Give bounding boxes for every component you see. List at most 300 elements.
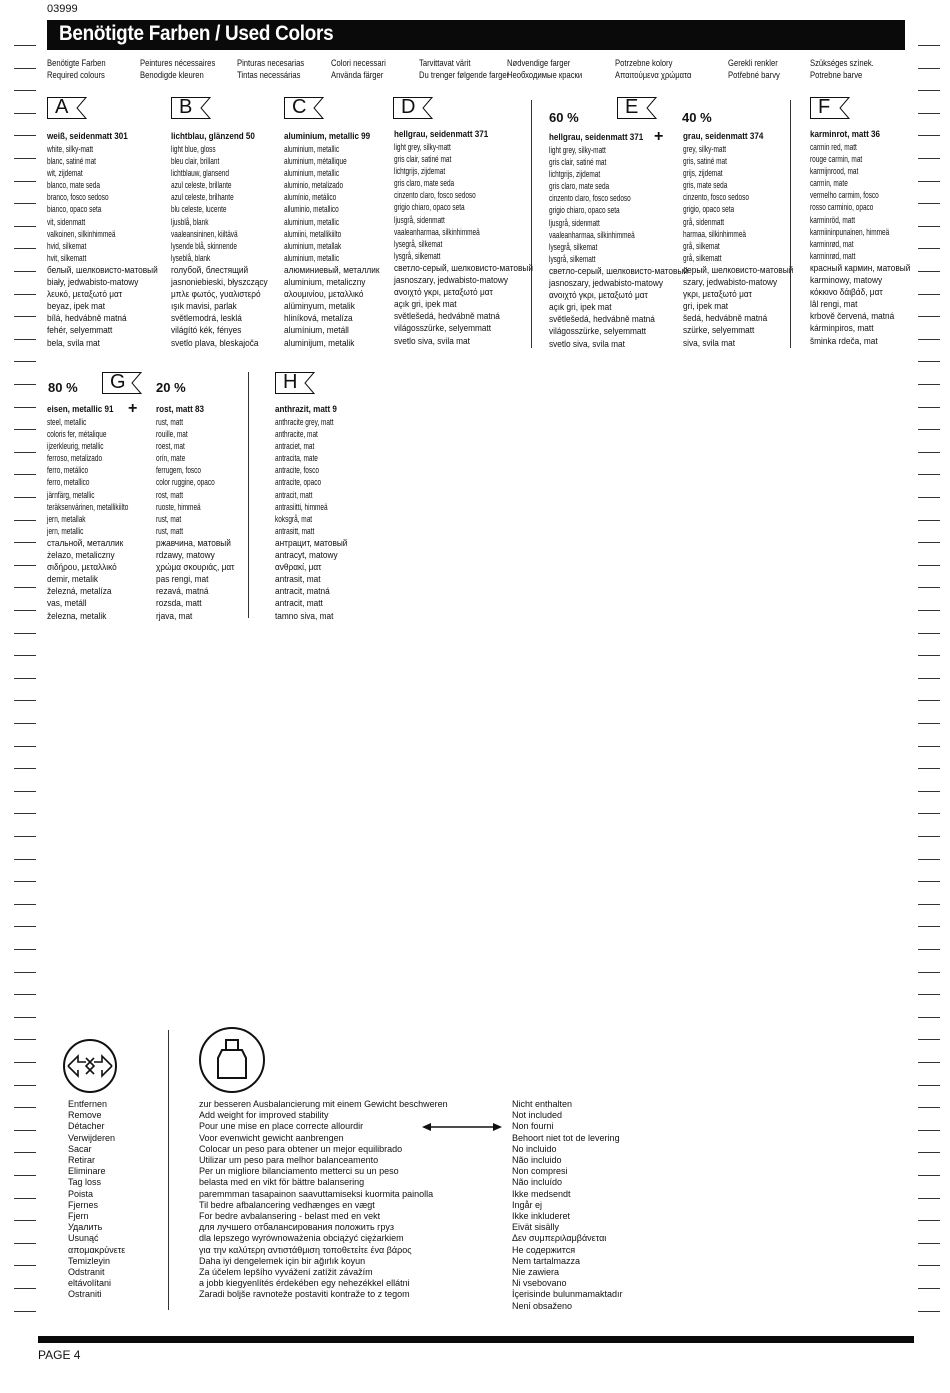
color-translation: antrasitt, matt bbox=[275, 525, 315, 536]
margin-tick bbox=[14, 881, 36, 882]
color-translation: γκρι, μεταξωτό ματ bbox=[683, 289, 752, 300]
color-translation: ljusblå, blank bbox=[171, 216, 209, 227]
margin-tick bbox=[918, 339, 940, 340]
color-translation: alumínium, metáll bbox=[284, 325, 349, 336]
margin-tick bbox=[14, 904, 36, 905]
color-translation: világosszürke, selyemmatt bbox=[549, 326, 647, 337]
color-translation: grå, silkemat bbox=[683, 240, 720, 251]
margin-tick bbox=[918, 587, 940, 588]
margin-tick bbox=[14, 203, 36, 204]
color-translation: antracit, matt bbox=[275, 598, 323, 609]
document-number: 03999 bbox=[47, 3, 78, 15]
color-translation: vermelho carmim, fosco bbox=[810, 190, 879, 201]
margin-tick bbox=[14, 655, 36, 656]
list-line: Ostraniti bbox=[68, 1289, 102, 1300]
margin-tick bbox=[918, 1265, 940, 1266]
flag-g: G bbox=[102, 372, 142, 394]
margin-tick bbox=[918, 542, 940, 543]
footer-bar bbox=[38, 1336, 914, 1343]
margin-tick bbox=[14, 768, 36, 769]
percent-e2: 40 % bbox=[682, 110, 712, 125]
color-translation: aluminium, metallak bbox=[284, 240, 342, 251]
color-translation: açık gri, ipek mat bbox=[549, 302, 612, 313]
divider bbox=[168, 1030, 169, 1310]
margin-tick bbox=[14, 813, 36, 814]
color-translation: lysegrå, silkemat bbox=[549, 241, 598, 252]
color-translation: antrasit, mat bbox=[275, 574, 321, 585]
color-column-f bbox=[810, 128, 920, 347]
list-line: Não incluído bbox=[512, 1177, 563, 1188]
color-translation: ljusgrå, sidenmatt bbox=[394, 214, 445, 225]
color-translation: lichtblauw, glansend bbox=[171, 168, 230, 179]
color-translation: karminrød, mat bbox=[810, 238, 854, 249]
list-line: Temizleyin bbox=[68, 1255, 111, 1266]
list-line: Verwijderen bbox=[68, 1132, 116, 1143]
color-translation: gris, mate seda bbox=[683, 180, 728, 191]
color-column-g1 bbox=[47, 403, 160, 622]
margin-tick bbox=[14, 474, 36, 475]
percent-g2: 20 % bbox=[156, 380, 186, 395]
color-translation: hvit, silkematt bbox=[47, 252, 87, 263]
list-line: Tag loss bbox=[68, 1177, 102, 1188]
margin-tick bbox=[918, 452, 940, 453]
margin-tick bbox=[918, 1288, 940, 1289]
list-line: Ingår ej bbox=[512, 1199, 543, 1210]
color-translation: antrasiitti, himmeä bbox=[275, 501, 328, 512]
list-line: Voor evenwicht gewicht aanbrengen bbox=[199, 1132, 344, 1143]
margin-tick bbox=[918, 68, 940, 69]
list-line: για την καλύτερη αντιστάθμιση τοποθετείτε ένα βάρος bbox=[199, 1244, 412, 1255]
margin-tick bbox=[918, 135, 940, 136]
color-translation: lysende blå, skinnende bbox=[171, 240, 237, 251]
color-translation: gris clair, satiné mat bbox=[394, 154, 452, 165]
page-number: PAGE 4 bbox=[38, 1348, 81, 1362]
color-translation: grigio chiaro, opaco seta bbox=[394, 202, 465, 213]
list-line: Не содержится bbox=[512, 1244, 576, 1255]
flag-f: F bbox=[810, 97, 850, 119]
color-translation: grigio, opaco seta bbox=[683, 204, 735, 215]
margin-tick bbox=[14, 1288, 36, 1289]
color-translation: hvid, silkemat bbox=[47, 240, 87, 251]
color-name: weiß, seidenmatt 301 bbox=[47, 131, 128, 142]
margin-tick bbox=[14, 158, 36, 159]
margin-tick bbox=[14, 181, 36, 182]
color-translation: valkoinen, silkinhimmeä bbox=[47, 228, 116, 239]
margin-tick bbox=[918, 407, 940, 408]
list-line: Retirar bbox=[68, 1155, 96, 1166]
color-translation: koksgrå, mat bbox=[275, 513, 313, 524]
margin-tick bbox=[918, 836, 940, 837]
list-line: dla lepszego wyrównoważenia obciążyć ciężarkiem bbox=[199, 1233, 404, 1244]
color-translation: szary, jedwabisto-matowy bbox=[683, 277, 778, 288]
color-translation: ışık mavisi, parlak bbox=[171, 301, 237, 312]
color-translation: rouge carmin, mat bbox=[810, 154, 863, 165]
margin-tick bbox=[14, 248, 36, 249]
color-translation: light grey, silky-matt bbox=[394, 142, 451, 152]
color-translation: κόκκινο δάιβάδ, ματ bbox=[810, 287, 883, 298]
list-line: Δεν συμπεριλαμβάνεται bbox=[512, 1233, 607, 1244]
margin-tick bbox=[918, 1243, 940, 1244]
color-translation: żelazo, metaliczny bbox=[47, 550, 115, 561]
color-translation: light blue, gloss bbox=[171, 144, 216, 154]
color-translation: roest, mat bbox=[156, 441, 185, 452]
color-translation: σιδήρου, μεταλλικό bbox=[47, 562, 117, 573]
list-line: Per un migliore bilanciamento metterci su un peso bbox=[199, 1166, 399, 1177]
color-translation: orín, mate bbox=[156, 453, 186, 464]
margin-tick bbox=[918, 655, 940, 656]
color-translation: vas, metáll bbox=[47, 598, 87, 609]
color-translation: ferro, metálico bbox=[47, 465, 89, 476]
margin-tick bbox=[918, 1152, 940, 1153]
margin-tick bbox=[918, 1311, 940, 1312]
margin-tick bbox=[14, 497, 36, 498]
list-line: Ikke inkluderet bbox=[512, 1211, 571, 1222]
color-translation: svetlo siva, svila mat bbox=[394, 335, 470, 346]
color-translation: cinzento, fosco sedoso bbox=[683, 192, 749, 203]
list-line: No incluido bbox=[512, 1143, 557, 1154]
list-line: Non fourni bbox=[512, 1121, 554, 1132]
margin-tick bbox=[14, 520, 36, 521]
remove-parts-icon bbox=[62, 1038, 118, 1094]
color-column-a bbox=[47, 130, 167, 349]
plus-e: + bbox=[654, 128, 664, 145]
color-translation: ржавчина, матовый bbox=[156, 537, 231, 548]
color-translation: železna, metalik bbox=[47, 610, 107, 621]
margin-tick bbox=[14, 746, 36, 747]
color-translation: steel, metallic bbox=[47, 417, 87, 427]
margin-tick bbox=[14, 361, 36, 362]
margin-tick bbox=[14, 135, 36, 136]
color-translation: ruoste, himmeä bbox=[156, 501, 201, 512]
color-translation: стальной, металлик bbox=[47, 537, 124, 548]
weight-icon bbox=[198, 1026, 266, 1094]
color-name: hellgrau, seidenmatt 371 bbox=[394, 129, 489, 140]
margin-tick bbox=[918, 1130, 940, 1131]
margin-tick bbox=[918, 723, 940, 724]
color-translation: aluminium, metallic bbox=[284, 252, 340, 263]
margin-tick bbox=[918, 113, 940, 114]
margin-tick bbox=[14, 1265, 36, 1266]
margin-tick bbox=[918, 1062, 940, 1063]
margin-tick bbox=[14, 1107, 36, 1108]
margin-tick bbox=[14, 949, 36, 950]
color-translation: antracit, matná bbox=[275, 586, 330, 597]
color-translation: rozsda, matt bbox=[156, 598, 202, 609]
margin-tick bbox=[918, 474, 940, 475]
header-col-3: Pinturas necesarias Tintas necessárias bbox=[237, 58, 305, 80]
margin-tick bbox=[14, 1085, 36, 1086]
margin-tick bbox=[918, 610, 940, 611]
color-translation: rjava, mat bbox=[156, 610, 193, 621]
color-translation: alumínio, metálico bbox=[284, 192, 337, 203]
color-translation: ανοιχτό γκρι, μεταξωτό ματ bbox=[549, 290, 648, 301]
header-col-7: Potrzebne kolory Απαιτούμενα χρώματα bbox=[615, 58, 692, 80]
color-translation: azul celeste, brilhante bbox=[171, 192, 234, 203]
color-translation: white, silky-matt bbox=[47, 144, 94, 154]
margin-tick bbox=[14, 1175, 36, 1176]
color-translation: biały, jedwabisto-matowy bbox=[47, 277, 139, 288]
list-line: Nenί obsaženo bbox=[512, 1300, 573, 1311]
list-line: Zaradi boljše ravnoteže postaviti kontraže to z tegom bbox=[199, 1289, 410, 1300]
margin-tick bbox=[14, 1220, 36, 1221]
list-line: Ni vsebovano bbox=[512, 1278, 567, 1289]
percent-e1: 60 % bbox=[549, 110, 579, 125]
color-translation: color ruggine, opaco bbox=[156, 477, 215, 488]
color-translation: lysgrå, silkematt bbox=[394, 250, 441, 261]
header-col-9: Szükséges színek. Potrebne barve bbox=[810, 58, 874, 80]
list-line: Entfernen bbox=[68, 1099, 108, 1109]
margin-tick bbox=[918, 203, 940, 204]
list-line: для лучшего отбалансирования положить груз bbox=[199, 1222, 394, 1233]
list-line: Não incluido bbox=[512, 1155, 562, 1166]
color-translation: carmin red, matt bbox=[810, 142, 857, 152]
color-translation: jern, metallic bbox=[47, 525, 84, 536]
color-translation: rosso carminio, opaco bbox=[810, 202, 874, 213]
color-translation: carmín, mate bbox=[810, 178, 848, 189]
margin-tick bbox=[14, 1311, 36, 1312]
page-title: Benötigte Farben / Used Colors bbox=[59, 22, 334, 45]
color-translation: aluminio, metalizado bbox=[284, 180, 344, 191]
color-translation: vit, sidenmatt bbox=[47, 216, 86, 227]
margin-tick bbox=[918, 1175, 940, 1176]
color-translation: azul celeste, brillante bbox=[171, 180, 232, 191]
color-translation: lysgrå, silkematt bbox=[549, 253, 596, 264]
color-translation: šminka rdeča, mat bbox=[810, 335, 878, 346]
color-translation: светло-серый, шелковисто-матовый bbox=[394, 262, 533, 273]
color-translation: antracita, mate bbox=[275, 453, 318, 464]
list-line: belasta med en vikt för bättre balansering bbox=[199, 1177, 365, 1188]
color-translation: anthracite, mat bbox=[275, 429, 318, 440]
list-line: Behoort niet tot de levering bbox=[512, 1132, 620, 1143]
margin-tick bbox=[14, 994, 36, 995]
color-translation: grå, silkematt bbox=[683, 252, 722, 263]
color-translation: серый, шелковисто-матовый bbox=[683, 264, 794, 275]
margin-tick bbox=[918, 859, 940, 860]
margin-tick bbox=[14, 68, 36, 69]
margin-tick bbox=[918, 429, 940, 430]
color-translation: antracite, fosco bbox=[275, 465, 319, 476]
color-translation: karmiininpunainen, himmeä bbox=[810, 226, 890, 237]
margin-tick bbox=[14, 271, 36, 272]
color-translation: jasnoniebieski, błyszczący bbox=[171, 277, 268, 288]
color-translation: ljusgrå, sidenmatt bbox=[549, 217, 600, 228]
flag-e: E bbox=[617, 97, 657, 119]
color-translation: голубой, блестящий bbox=[171, 264, 249, 275]
margin-tick bbox=[14, 610, 36, 611]
color-translation: rust, matt bbox=[156, 525, 184, 536]
margin-tick bbox=[14, 339, 36, 340]
header-col-4: Colori necessari Använda färger bbox=[331, 58, 386, 80]
color-translation: açık gri, ipek mat bbox=[394, 299, 457, 310]
margin-tick bbox=[918, 361, 940, 362]
color-translation: bleu clair, brillant bbox=[171, 156, 220, 167]
color-translation: красный кармин, матовый bbox=[810, 262, 911, 273]
list-line: Ikke medsendt bbox=[512, 1188, 571, 1199]
color-translation: μπλε φωτός, γυαλιστερό bbox=[171, 289, 261, 300]
color-translation: anthracite grey, matt bbox=[275, 417, 334, 427]
margin-tick bbox=[14, 926, 36, 927]
list-line: Eliminare bbox=[68, 1166, 106, 1177]
color-translation: svetlo plava, bleskajoča bbox=[171, 337, 259, 348]
list-line: Non compresi bbox=[512, 1166, 568, 1177]
margin-tick bbox=[918, 520, 940, 521]
color-translation: blanc, satiné mat bbox=[47, 156, 96, 167]
color-translation: coloris fer, métalique bbox=[47, 429, 107, 440]
margin-tick bbox=[918, 1107, 940, 1108]
color-translation: lichtgrijs, zijdemat bbox=[394, 166, 446, 177]
color-column-h bbox=[275, 403, 356, 622]
list-line: Fjern bbox=[68, 1211, 89, 1222]
color-translation: rdzawy, matowy bbox=[156, 550, 215, 561]
flag-b: B bbox=[171, 97, 211, 119]
color-translation: krbově červená, matná bbox=[810, 311, 895, 322]
color-translation: aluminium, metallic bbox=[284, 168, 340, 179]
color-translation: aluminium, metallic bbox=[284, 144, 340, 154]
color-translation: αλουμινίου, μεταλλικό bbox=[284, 289, 364, 300]
list-line: Nem tartalmazza bbox=[512, 1255, 581, 1266]
color-translation: vaaleanharmaa, silkinhimmeä bbox=[549, 229, 635, 240]
color-column-e1 bbox=[549, 131, 700, 350]
remove-list bbox=[68, 1099, 125, 1301]
color-translation: lysegrå, silkemat bbox=[394, 238, 443, 249]
margin-tick bbox=[14, 723, 36, 724]
color-translation: demir, metalik bbox=[47, 574, 99, 585]
margin-tick bbox=[14, 700, 36, 701]
color-translation: alluminio, metallico bbox=[284, 204, 339, 215]
margin-tick bbox=[14, 90, 36, 91]
color-translation: wit, zijdemat bbox=[47, 168, 83, 179]
color-translation: aluminium, metaliczny bbox=[284, 277, 366, 288]
margin-tick bbox=[14, 1198, 36, 1199]
color-translation: šedá, hedvábně matná bbox=[683, 313, 768, 324]
color-translation: gris clair, satiné mat bbox=[549, 157, 607, 168]
color-translation: antracit, matt bbox=[275, 489, 313, 500]
color-translation: lichtgrijs, zijdemat bbox=[549, 169, 601, 180]
color-translation: grey, silky-matt bbox=[683, 144, 727, 154]
list-line: Fjernes bbox=[68, 1199, 99, 1210]
margin-tick bbox=[14, 1017, 36, 1018]
color-translation: pas rengi, mat bbox=[156, 574, 209, 585]
color-name: karminrot, matt 36 bbox=[810, 129, 881, 140]
color-translation: harmaa, silkinhimmeä bbox=[683, 228, 747, 239]
color-translation: антрацит, матовый bbox=[275, 537, 348, 548]
margin-tick bbox=[918, 791, 940, 792]
weight-instructions bbox=[199, 1099, 448, 1301]
color-translation: antraciet, mat bbox=[275, 441, 315, 452]
color-translation: világosszürke, selyemmatt bbox=[394, 323, 492, 334]
color-translation: alumiini, metallikiilto bbox=[284, 228, 342, 239]
color-name: grau, seidenmatt 374 bbox=[683, 131, 764, 142]
color-translation: grå, sidenmatt bbox=[683, 216, 725, 227]
color-translation: light grey, silky-matt bbox=[549, 145, 606, 155]
color-translation: karminrød, matt bbox=[810, 250, 856, 261]
margin-tick bbox=[14, 226, 36, 227]
color-translation: λευκό, μεταξωτό ματ bbox=[47, 289, 123, 300]
margin-tick bbox=[14, 633, 36, 634]
color-translation: rost, matt bbox=[156, 489, 184, 500]
margin-tick bbox=[14, 429, 36, 430]
color-translation: aluminijum, metalik bbox=[284, 337, 355, 348]
list-line: Détacher bbox=[68, 1121, 105, 1132]
margin-tick bbox=[14, 565, 36, 566]
color-translation: kárminpiros, matt bbox=[810, 323, 874, 334]
not-included-list bbox=[512, 1099, 623, 1312]
margin-tick bbox=[918, 316, 940, 317]
color-column-e2 bbox=[683, 130, 803, 349]
color-translation: cinzento claro, fosco sedoso bbox=[549, 193, 631, 204]
color-translation: jern, metallak bbox=[47, 513, 86, 524]
color-name: eisen, metallic 91 bbox=[47, 404, 114, 415]
margin-tick bbox=[14, 45, 36, 46]
color-translation: blu celeste, lucente bbox=[171, 204, 227, 215]
list-line: απομακρύνετε bbox=[68, 1244, 126, 1255]
list-line: Add weight for improved stability bbox=[199, 1110, 329, 1121]
color-translation: lâl rengi, mat bbox=[810, 299, 858, 310]
list-line: Odstranit bbox=[68, 1267, 105, 1278]
color-translation: gris claro, mate seda bbox=[394, 178, 455, 189]
margin-tick bbox=[14, 316, 36, 317]
margin-tick bbox=[14, 587, 36, 588]
list-line: Not included bbox=[512, 1110, 563, 1121]
margin-tick bbox=[14, 452, 36, 453]
color-translation: ferroso, metalizado bbox=[47, 453, 103, 464]
margin-tick bbox=[14, 791, 36, 792]
color-translation: rust, mat bbox=[156, 513, 182, 524]
margin-tick bbox=[918, 248, 940, 249]
color-translation: beyaz, ipek mat bbox=[47, 301, 105, 312]
margin-tick bbox=[918, 949, 940, 950]
margin-tick bbox=[918, 1220, 940, 1221]
list-line: Eivät sisälly bbox=[512, 1222, 560, 1233]
list-line: Colocar un peso para obtener un mejor equilibrado bbox=[199, 1143, 403, 1154]
margin-tick bbox=[14, 384, 36, 385]
margin-tick bbox=[918, 678, 940, 679]
margin-tick bbox=[14, 294, 36, 295]
color-name: rost, matt 83 bbox=[156, 404, 205, 415]
color-translation: szürke, selyemmatt bbox=[683, 325, 755, 336]
list-line: Za účelem lepšího vyvážení zatížit závažím bbox=[199, 1267, 373, 1278]
margin-tick bbox=[14, 1130, 36, 1131]
margin-tick bbox=[918, 497, 940, 498]
list-line: Usunąć bbox=[68, 1233, 99, 1244]
color-translation: jasnoszary, jedwabisto-matowy bbox=[394, 275, 508, 286]
color-translation: белый, шелковисто-матовый bbox=[47, 264, 158, 275]
color-translation: ijzerkleurig, metallic bbox=[47, 441, 104, 452]
margin-tick bbox=[918, 90, 940, 91]
list-line: Nie zawiera bbox=[512, 1267, 560, 1278]
margin-tick bbox=[918, 1039, 940, 1040]
color-translation: aluminium, métallique bbox=[284, 156, 347, 167]
color-translation: ferro, metallico bbox=[47, 477, 90, 488]
margin-tick bbox=[918, 994, 940, 995]
margin-tick bbox=[14, 859, 36, 860]
flag-c: C bbox=[284, 97, 324, 119]
color-translation: ferrugem, fosco bbox=[156, 465, 202, 476]
color-translation: jasnoszary, jedwabisto-matowy bbox=[549, 278, 663, 289]
header-col-1: Benötigte Farben Required colours bbox=[47, 58, 106, 80]
color-translation: ανθρακί, ματ bbox=[275, 562, 322, 573]
color-translation: fehér, selyemmatt bbox=[47, 325, 113, 336]
color-name: hellgrau, seidenmatt 371 bbox=[549, 132, 644, 143]
margin-tick bbox=[918, 972, 940, 973]
header-col-6: Nødvendige farger Необходимые краски bbox=[507, 58, 583, 80]
color-translation: antracyt, matowy bbox=[275, 550, 338, 561]
color-name: anthrazit, matt 9 bbox=[275, 404, 337, 415]
color-translation: karminowy, matowy bbox=[810, 275, 883, 286]
color-translation: grijs, zijdemat bbox=[683, 168, 723, 179]
color-translation: karminröd, matt bbox=[810, 214, 856, 225]
list-line: eltávolítani bbox=[68, 1278, 112, 1289]
